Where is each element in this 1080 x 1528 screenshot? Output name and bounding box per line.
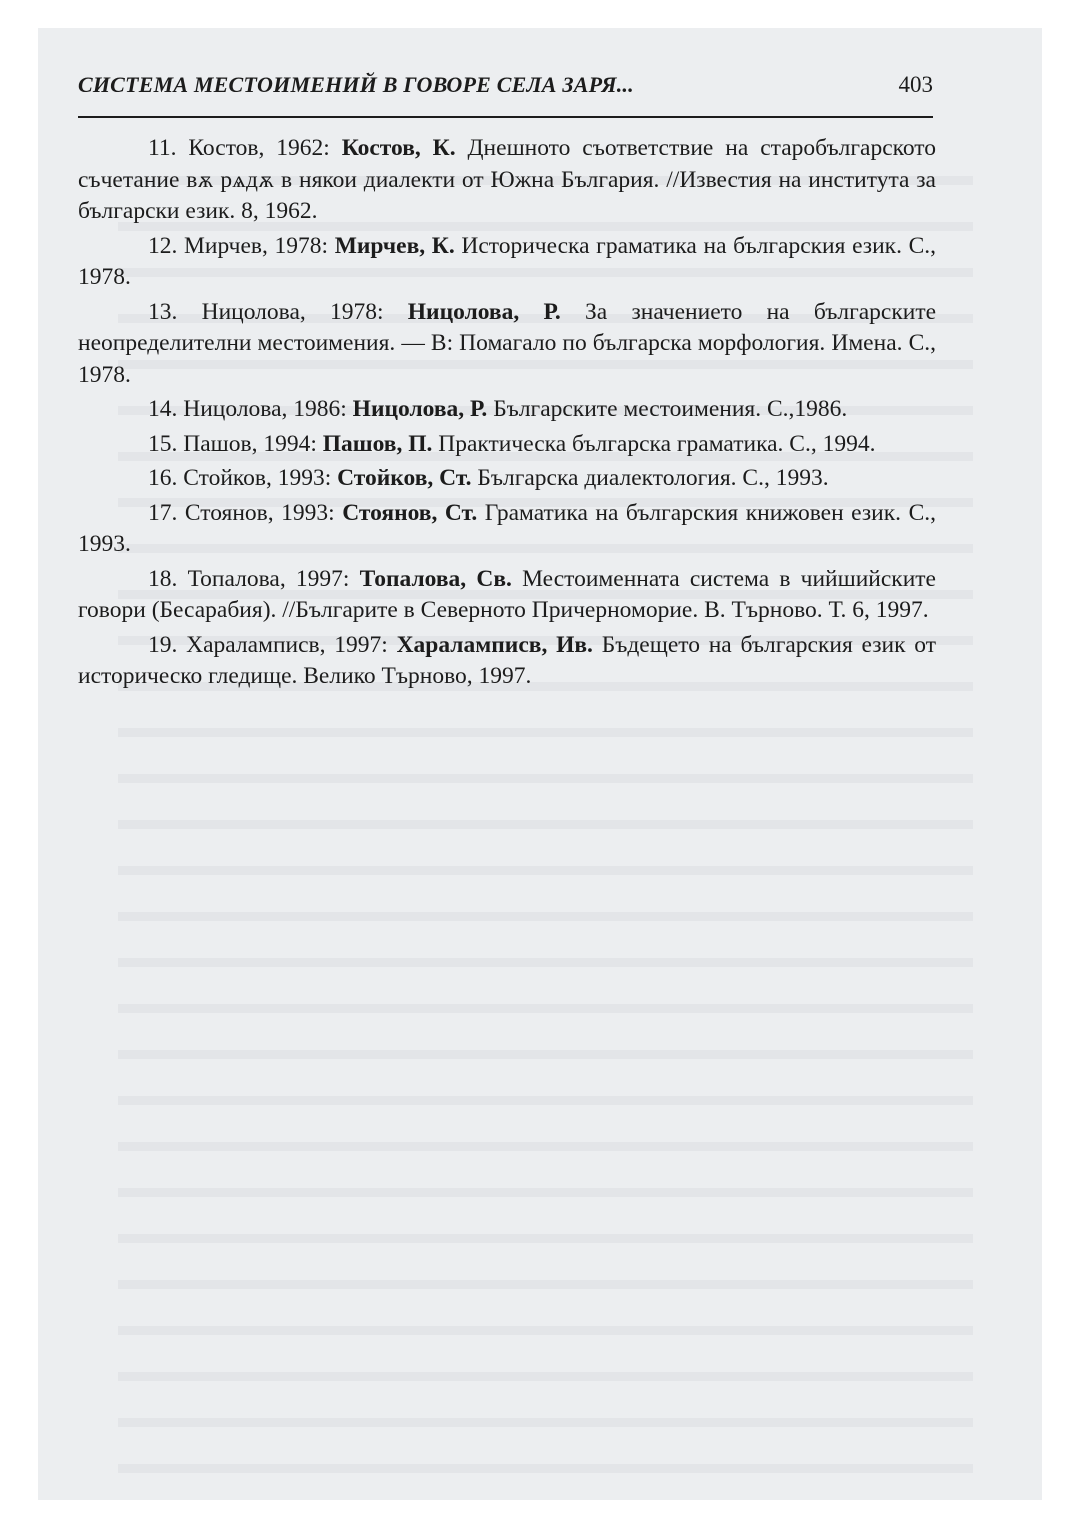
reference-author: Ницолова, Р. <box>407 298 561 325</box>
reference-item <box>78 133 936 228</box>
reference-item <box>78 564 936 627</box>
page-number: 403 <box>898 72 933 97</box>
reference-author: Пашов, П. <box>322 430 433 457</box>
reference-title: Българските местоимения. С.,1986. <box>493 396 848 422</box>
reference-author: Стойков, Ст. <box>337 465 472 491</box>
reference-author: Мирчев, К. <box>334 232 455 259</box>
reference-title: Бъдещето на българския език от историческо гледище. Велико Търново, 1997. <box>78 631 937 689</box>
reference-author: Костов, К. <box>341 135 456 161</box>
reference-citation: 11. Костов, 1962: <box>148 135 330 161</box>
reference-citation: 19. Хараламписв, 1997: <box>148 631 388 658</box>
reference-list <box>78 133 936 696</box>
reference-title: Местоименната система в чийшийските говори (Бесарабия). //Българите в Северното Причерноморие. В. Търново. Т. 6, 1997. <box>78 565 936 623</box>
reference-title: Историческа граматика на българския език. С., 1978. <box>78 232 937 290</box>
reference-citation: 14. Ницолова, 1986: <box>148 396 347 422</box>
reference-item <box>78 498 936 561</box>
reference-item <box>78 231 936 294</box>
running-title: СИСТЕМА МЕСТОИМЕНИЙ В ГОВОРЕ СЕЛА ЗАРЯ... <box>78 72 634 97</box>
reference-title: Практическа българска граматика. С., 1994. <box>438 430 876 457</box>
reference-citation: 15. Пашов, 1994: <box>148 430 317 457</box>
reference-item <box>78 394 936 426</box>
reference-item <box>78 463 936 495</box>
reference-citation: 16. Стойков, 1993: <box>148 465 332 491</box>
reference-item <box>78 297 936 392</box>
reference-title: Днешното съответствие на старобългарското съчетание вѫ рѧдѫ в някои диалекти от Южна България. //Известия на института за български език. 8, 1962. <box>78 135 936 224</box>
reference-title: Българска диалектология. С., 1993. <box>477 465 829 491</box>
reference-citation: 12. Мирчев, 1978: <box>148 232 329 259</box>
reference-author: Хараламписв, Ив. <box>396 631 593 658</box>
reference-citation: 13. Ницолова, 1978: <box>148 298 384 325</box>
reference-author: Стоянов, Ст. <box>342 499 478 526</box>
reference-item <box>78 630 936 693</box>
reference-citation: 18. Топалова, 1997: <box>148 565 350 592</box>
reference-author: Ницолова, Р. <box>352 396 488 422</box>
page-header <box>78 72 933 118</box>
reference-citation: 17. Стоянов, 1993: <box>148 499 335 526</box>
reference-item <box>78 429 936 461</box>
reference-title: Граматика на българския книжовен език. С., 1993. <box>78 499 936 557</box>
reference-title: За значението на българските неопределителни местоимения. — В: Помагало по българска морфология. Имена. С., 1978. <box>78 298 937 388</box>
reference-author: Топалова, Св. <box>359 565 512 592</box>
